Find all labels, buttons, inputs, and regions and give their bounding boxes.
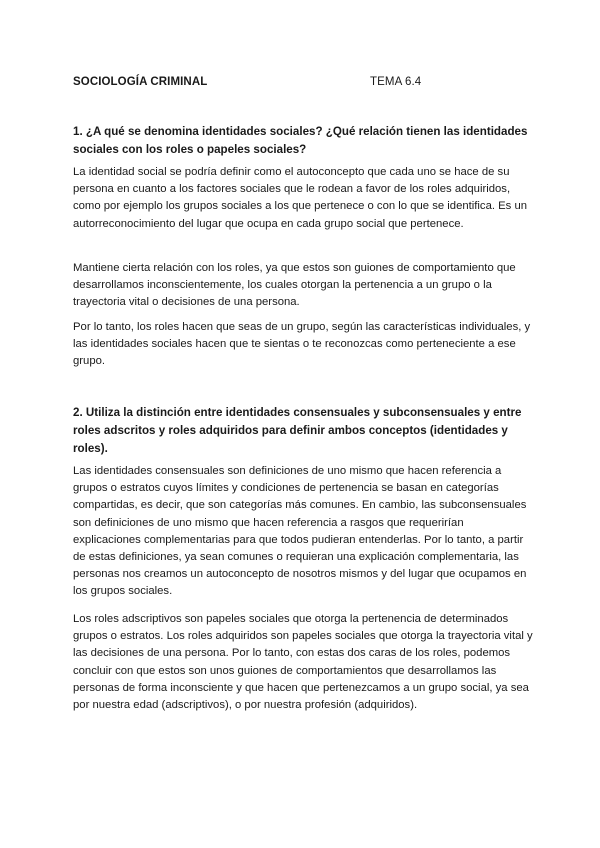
question-1-title: 1. ¿A qué se denomina identidades sociales? ¿Qué relación tienen las identidades sociales con los roles o papeles sociales?: [73, 125, 528, 156]
question-1-paragraph-2: Mantiene cierta relación con los roles, ya que estos son guiones de comportamiento que desarrollamos inconscientemente, los cuales otorgan la pertenencia a un grupo o la trayectoria vital o decisiones de una persona.: [73, 262, 516, 309]
question-2-paragraph-1: Las identidades consensuales son definiciones de uno mismo que hacen referencia a grupos o estratos cuyos límites y condiciones de pertenencia se basan en categorías compartidas, es decir, que son categorías más comunes. En cambio, las subconsensuales son definiciones de uno mismo que hacen referencia a rasgos que requerirían explicaciones complementarias para que todos pudieran entenderlas. Por lo tanto, a partir de estas definiciones, ya sean comunes o requieran una explicación complementaria, las personas nos creamos un autoconcepto de nosotros mismos y del lugar que ocupamos en los grupos sociales.: [73, 465, 527, 598]
question-1-paragraph-1: La identidad social se podría definir como el autoconcepto que cada uno se hace de su persona en cuanto a los factores sociales que le rodean a favor de los roles adquiridos, como por ejemplo los grupos sociales a los que pertenece o con lo que se identifica. Es un autorreconocimiento del lugar que ocupa en cada grupo social que pertenece.: [73, 166, 528, 230]
question-2-paragraph-2: Los roles adscriptivos son papeles sociales que otorga la pertenencia de determinados grupos o estratos. Los roles adquiridos son papeles sociales que otorga la trayectoria vital y las decisiones de una persona. Por lo tanto, con estas dos caras de los roles, podemos concluir con que estos son unos guiones de comportamientos que desarrollamos las personas de forma inconsciente y que hacen que pertenezcamos a un grupo social, ya sea por nuestra edad (adscriptivos), o por nuestra profesión (adquiridos).: [73, 613, 533, 712]
question-1-paragraph-3: Por lo tanto, los roles hacen que seas de un grupo, según las características individuales, y las identidades sociales hacen que te sientas o te reconozcas como perteneciente a ese grupo.: [73, 321, 531, 368]
subject-title: SOCIOLOGÍA CRIMINAL: [73, 76, 208, 88]
topic-label: TEMA 6.4: [370, 76, 422, 88]
question-2-title: 2. Utiliza la distinción entre identidades consensuales y subconsensuales y entre roles adscritos y roles adquiridos para definir ambos conceptos (identidades y roles).: [73, 406, 522, 455]
